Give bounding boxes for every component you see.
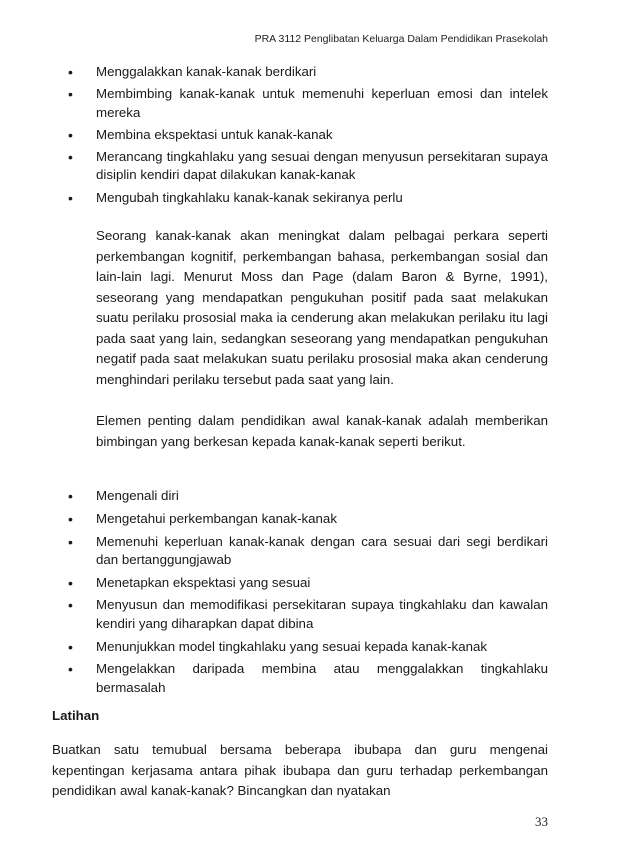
list-item bbox=[0, 638, 638, 656]
list-item bbox=[0, 148, 638, 185]
list-item bbox=[0, 510, 638, 528]
bullet-icon: • bbox=[68, 533, 73, 550]
page-number: 33 bbox=[535, 814, 548, 829]
list-item bbox=[0, 596, 638, 633]
list-item-text: Mengubah tingkahlaku kanak-kanak sekiranya perlu bbox=[96, 189, 403, 205]
list-item-text: Mengetahui perkembangan kanak-kanak bbox=[96, 510, 337, 526]
bullet-icon: • bbox=[68, 488, 73, 504]
bullet-icon: • bbox=[68, 597, 73, 614]
list-item bbox=[0, 533, 638, 570]
list-item-text: Mengenali diri bbox=[96, 488, 179, 503]
exercise-paragraph: Buatkan satu temubual bersama beberapa ibubapa dan guru mengenai kepentingan kerjasama antara pihak ibubapa dan guru terhadap perkembangan pendidikan awal kanak-kanak? Bincangkan dan nyatakan bbox=[52, 742, 548, 798]
bullet-icon: • bbox=[68, 86, 73, 103]
bullet-icon: • bbox=[68, 149, 73, 166]
running-header: PRA 3112 Penglibatan Keluarga Dalam Pendidikan Prasekolah bbox=[254, 33, 548, 45]
bullet-icon: • bbox=[68, 638, 73, 655]
list-item-text: Menyusun dan memodifikasi persekitaran supaya tingkahlaku dan kawalan kendiri yang diharapkan dapat dibina bbox=[96, 597, 548, 631]
list-item bbox=[0, 126, 638, 144]
list-item-text: Merancang tingkahlaku yang sesuai dengan menyusun persekitaran supaya disiplin kendiri dapat dilakukan kanak-kanak bbox=[96, 149, 548, 183]
body-paragraph-2: Elemen penting dalam pendidikan awal kanak-kanak adalah memberikan bimbingan yang berkesan kepada kanak-kanak seperti berikut. bbox=[96, 413, 548, 449]
list-item-text: Menggalakkan kanak-kanak berdikari bbox=[96, 64, 317, 79]
list-item-text: Membimbing kanak-kanak untuk memenuhi keperluan emosi dan intelek mereka bbox=[96, 86, 548, 120]
bullet-icon: • bbox=[68, 510, 73, 527]
list-item-text: Menunjukkan model tingkahlaku yang sesuai kepada kanak-kanak bbox=[96, 638, 488, 654]
list-item-text: Membina ekspektasi untuk kanak-kanak bbox=[96, 126, 333, 142]
bullet-icon: • bbox=[68, 661, 73, 678]
body-paragraph-1: Seorang kanak-kanak akan meningkat dalam pelbagai perkara seperti perkembangan kognitif, perkembangan bahasa, perkembangan sosial dan lain-lain lagi. Menurut Moss dan Page (dalam Baron & Byrne, 1991), seseorang yang mendapatkan pengukuhan positif pada saat melakukan suatu perilaku prososial maka ia cenderung akan melakukan perilaku itu lagi pada saat yang lain, sedangkan seseorang yang mendapatkan pengukuhan negatif pada saat melakukan suatu perilaku prososial maka akan cenderung menghindari perilaku tersebut pada saat yang lain. bbox=[96, 228, 548, 387]
section-heading-latihan: Latihan bbox=[52, 708, 100, 723]
bullet-icon: • bbox=[68, 126, 73, 143]
list-item bbox=[0, 574, 638, 592]
list-item bbox=[0, 85, 638, 122]
list-item bbox=[0, 487, 638, 505]
list-item-text: Memenuhi keperluan kanak-kanak dengan cara sesuai dari segi berdikari dan bertanggungjawab bbox=[96, 533, 548, 567]
bullet-icon: • bbox=[68, 189, 73, 206]
list-item bbox=[0, 63, 638, 81]
bullet-list-2 bbox=[0, 487, 638, 701]
bullet-icon: • bbox=[68, 64, 73, 80]
list-item bbox=[0, 660, 638, 697]
list-item bbox=[0, 189, 638, 207]
bullet-icon: • bbox=[68, 574, 73, 591]
list-item-text: Mengelakkan daripada membina atau menggalakkan tingkahlaku bermasalah bbox=[96, 661, 548, 695]
bullet-list-1 bbox=[0, 63, 638, 211]
list-item-text: Menetapkan ekspektasi yang sesuai bbox=[96, 574, 311, 590]
